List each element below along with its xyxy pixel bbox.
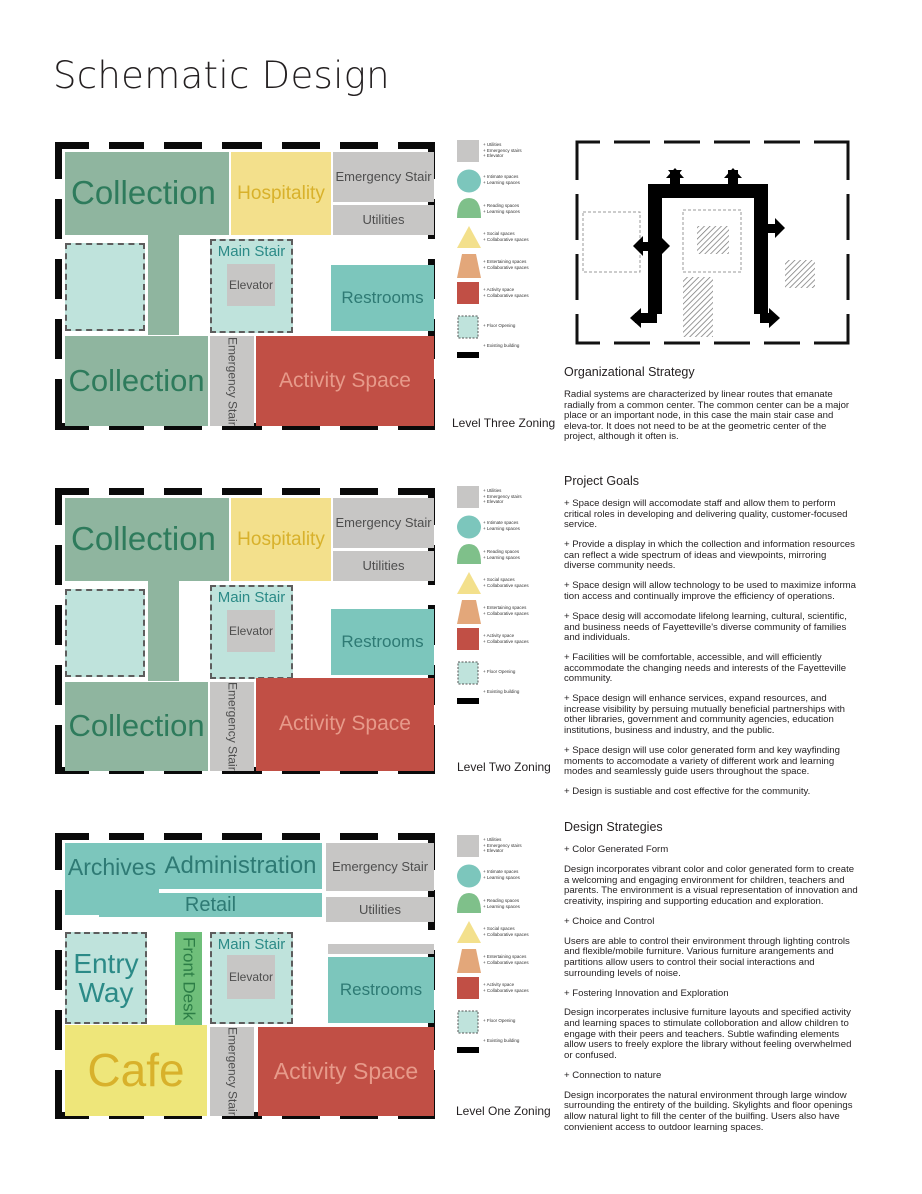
list-item: + Color Generated Form — [564, 844, 669, 855]
legend-text: + Utilities + Emergency stairs + Elevator — [483, 488, 522, 504]
project-goals-list — [564, 499, 859, 807]
design-strategies-heading: Design Strategies — [564, 820, 663, 834]
list-item: + Fostering Innovation and Exploration — [564, 987, 729, 999]
teal-circle-icon — [457, 864, 479, 893]
list-item: + Space design will allow technology to be used to maximize informa tion access and continually improve the efficiency of operations. — [564, 580, 856, 602]
grey-square-icon — [457, 486, 479, 513]
restrooms-zone: Restrooms — [331, 609, 434, 675]
main-stair-label: Main Stair — [217, 589, 286, 606]
legend-text: + Activity space + Collaborative spaces — [483, 287, 529, 298]
legend-level-two — [457, 486, 547, 706]
main-stair-label: Main Stair — [217, 243, 286, 260]
yellow-triangle-icon — [457, 572, 479, 599]
list-item: + Choice and Control — [564, 915, 655, 927]
legend-text: + Existing building — [483, 689, 520, 694]
legend-text: + Reading spaces + Learning spaces — [483, 898, 520, 909]
legend-text: + Entertaining spaces + Collaborative spaces — [483, 954, 529, 965]
legend-text: + Floor Opening — [483, 669, 516, 674]
legend-text: + Reading spaces + Learning spaces — [483, 549, 520, 560]
dashed-square-icon — [457, 1010, 479, 1039]
utility-strip — [328, 944, 434, 954]
collection-zone: Collection — [65, 498, 229, 581]
legend-text: + Entertaining spaces + Collaborative spaces — [483, 605, 529, 616]
elevator-zone: Elevator — [227, 264, 275, 306]
hospitality-zone: Hospitality — [231, 152, 331, 235]
list-item: Design incorporates the natural environment through large window surrounding the entirety of the building. Skylights and floor openings allow natural light to fill the center of the builfing. Users also have convienient access to outdoor learning spaces. — [564, 1089, 853, 1133]
legend-level-three — [457, 140, 547, 360]
legend-text: + Social spaces + Collaborative spaces — [483, 926, 529, 937]
collection-zone-lower: Collection — [65, 682, 208, 771]
orange-trapezoid-icon — [457, 949, 479, 978]
restrooms-zone: Restrooms — [331, 265, 434, 331]
collection-corridor — [148, 581, 179, 681]
utilities-zone: Utilities — [326, 897, 434, 922]
legend-text: + Floor Opening — [483, 323, 516, 328]
teal-circle-icon — [457, 515, 479, 544]
dashed-square-icon — [457, 661, 479, 690]
organizational-strategy-body: Radial systems are characterized by linear routes that emanate radially from a common center. The common center can be a major place or an important node, in this case the main stair case and eleva-tor. It does not need to be at the geometric center of the project, although it often is. — [564, 389, 850, 443]
list-item: + Space design will enhance services, expand resources, and increase visibility by persuing mutually beneficial partnerships with other libraries, government and community agencies, education institutions, business and industry, and the public. — [564, 693, 846, 737]
collection-zone-lower: Collection — [65, 336, 208, 426]
grey-square-icon — [457, 835, 479, 862]
red-square-icon — [457, 628, 479, 655]
level-one-label: Level One Zoning — [456, 1104, 551, 1118]
orange-trapezoid-icon — [457, 254, 479, 283]
level-three-label: Level Three Zoning — [452, 416, 556, 430]
utilities-zone: Utilities — [333, 551, 434, 581]
yellow-triangle-icon — [457, 921, 479, 948]
project-goals-heading: Project Goals — [564, 474, 640, 488]
legend-text: + Social spaces + Collaborative spaces — [483, 231, 529, 242]
green-semicircle-icon — [457, 893, 479, 922]
list-item: + Space design will use color generated form and key wayfinding moments to accomodate a variety of different work and learning modes and seamlessly guide users throughout the space. — [564, 745, 840, 778]
list-item: Design incorporates vibrant color and color generated form to create a welcoming and engaging environment for children, teachers and parents. The environment is a visual representation of innovation and creativity, inspiring and supporting education and exploration. — [564, 863, 858, 907]
legend-text: + Entertaining spaces + Collaborative spaces — [483, 259, 529, 270]
activity-space-zone: Activity Space — [256, 678, 434, 771]
page-title: Schematic Design — [53, 54, 390, 97]
activity-space-zone: Activity Space — [256, 336, 434, 426]
organizational-diagram — [575, 140, 850, 345]
level-three-plan — [55, 142, 435, 430]
organizational-strategy-heading: Organizational Strategy — [564, 365, 695, 379]
administration-zone: Administration — [159, 843, 322, 889]
cafe-zone: Cafe — [65, 1025, 207, 1116]
list-item: + Space design will accomodate staff and allow them to perform critical roles in developing and delivering quality, customer-focused service. — [564, 498, 848, 531]
black-bar-icon — [457, 691, 479, 709]
green-semicircle-icon — [457, 198, 479, 227]
utilities-zone: Utilities — [333, 205, 434, 235]
entry-way-zone: Entry Way — [65, 932, 147, 1024]
list-item: Design incorperates inclusive furniture layouts and specified activity and learning spaces to stimulate colloboration and allow children to engage with their peers and teachers. Subtle wafinding elements allow users to freely explore the library without feeling overwhelmed or confused. — [564, 1007, 852, 1061]
activity-space-zone: Activity Space — [258, 1027, 434, 1116]
front-desk-zone: Front Desk — [175, 932, 202, 1026]
elevator-zone: Elevator — [227, 955, 275, 999]
archives-zone: Archives — [65, 843, 159, 915]
floor-opening — [65, 589, 145, 677]
list-item: + Design is sustiable and cost effective for the community. — [564, 786, 811, 798]
list-item: + Connection to nature — [564, 1069, 662, 1081]
legend-text: + Utilities + Emergency stairs + Elevator — [483, 142, 522, 158]
legend-text: + Activity space + Collaborative spaces — [483, 982, 529, 993]
grey-square-icon — [457, 140, 479, 167]
teal-circle-icon — [457, 169, 479, 198]
legend-level-one — [457, 835, 547, 1055]
level-two-label: Level Two Zoning — [457, 760, 551, 774]
emergency-stair-zone: Emergency Stair — [326, 843, 434, 891]
list-item: + Space desig will accomodate lifelong learning, cultural, scientific, and business needs of Fayetteville's diverse community of families and individuals. — [564, 610, 847, 644]
orange-trapezoid-icon — [457, 600, 479, 629]
legend-text: + Intimate spaces + Learning spaces — [483, 174, 520, 185]
restrooms-zone: Restrooms — [328, 957, 434, 1023]
floor-opening — [65, 243, 145, 331]
red-square-icon — [457, 977, 479, 1004]
retail-zone: Retail — [99, 893, 322, 917]
hospitality-zone: Hospitality — [231, 498, 331, 581]
list-item: + Facilities will be comfortable, accessible, and will efficiently accommodate the changing needs and interests of the Fayetteville community. — [564, 652, 847, 685]
legend-text: + Existing building — [483, 1038, 520, 1043]
legend-text: + Social spaces + Collaborative spaces — [483, 577, 529, 588]
black-bar-icon — [457, 1040, 479, 1058]
legend-text: + Floor Opening — [483, 1018, 516, 1023]
emergency-stair-vertical: Emergency Stair — [210, 682, 254, 771]
radial-diagram-svg — [575, 140, 850, 345]
collection-zone: Collection — [65, 152, 229, 235]
legend-text: + Intimate spaces + Learning spaces — [483, 520, 520, 531]
black-bar-icon — [457, 345, 479, 363]
legend-text: + Intimate spaces + Learning spaces — [483, 869, 520, 880]
red-square-icon — [457, 282, 479, 309]
design-strategies-list — [564, 845, 859, 1143]
main-stair-label: Main Stair — [217, 936, 286, 953]
list-item: Users are able to control their environment through lighting controls and flexible/mobile furniture. Various furniture arangements and partitions allow users to control their social interactions and surrounding levels of noise. — [564, 935, 850, 979]
collection-corridor — [148, 235, 179, 335]
yellow-triangle-icon — [457, 226, 479, 253]
legend-text: + Reading spaces + Learning spaces — [483, 203, 520, 214]
legend-text: + Existing building — [483, 343, 520, 348]
level-two-plan — [55, 488, 435, 774]
elevator-zone: Elevator — [227, 610, 275, 652]
legend-text: + Utilities + Emergency stairs + Elevator — [483, 837, 522, 853]
list-item: + Provide a display in which the collection and information resources can reflect a wide spectrum of ideas and viewpoints, mirroring diverse community needs. — [564, 539, 855, 572]
green-semicircle-icon — [457, 544, 479, 573]
level-one-plan — [55, 833, 435, 1119]
emergency-stair-vertical: Emergency Stair — [210, 1027, 254, 1116]
emergency-stair-zone: Emergency Stair — [333, 152, 434, 202]
emergency-stair-zone: Emergency Stair — [333, 498, 434, 548]
dashed-square-icon — [457, 315, 479, 344]
legend-text: + Activity space + Collaborative spaces — [483, 633, 529, 644]
emergency-stair-vertical: Emergency Stair — [210, 336, 254, 426]
